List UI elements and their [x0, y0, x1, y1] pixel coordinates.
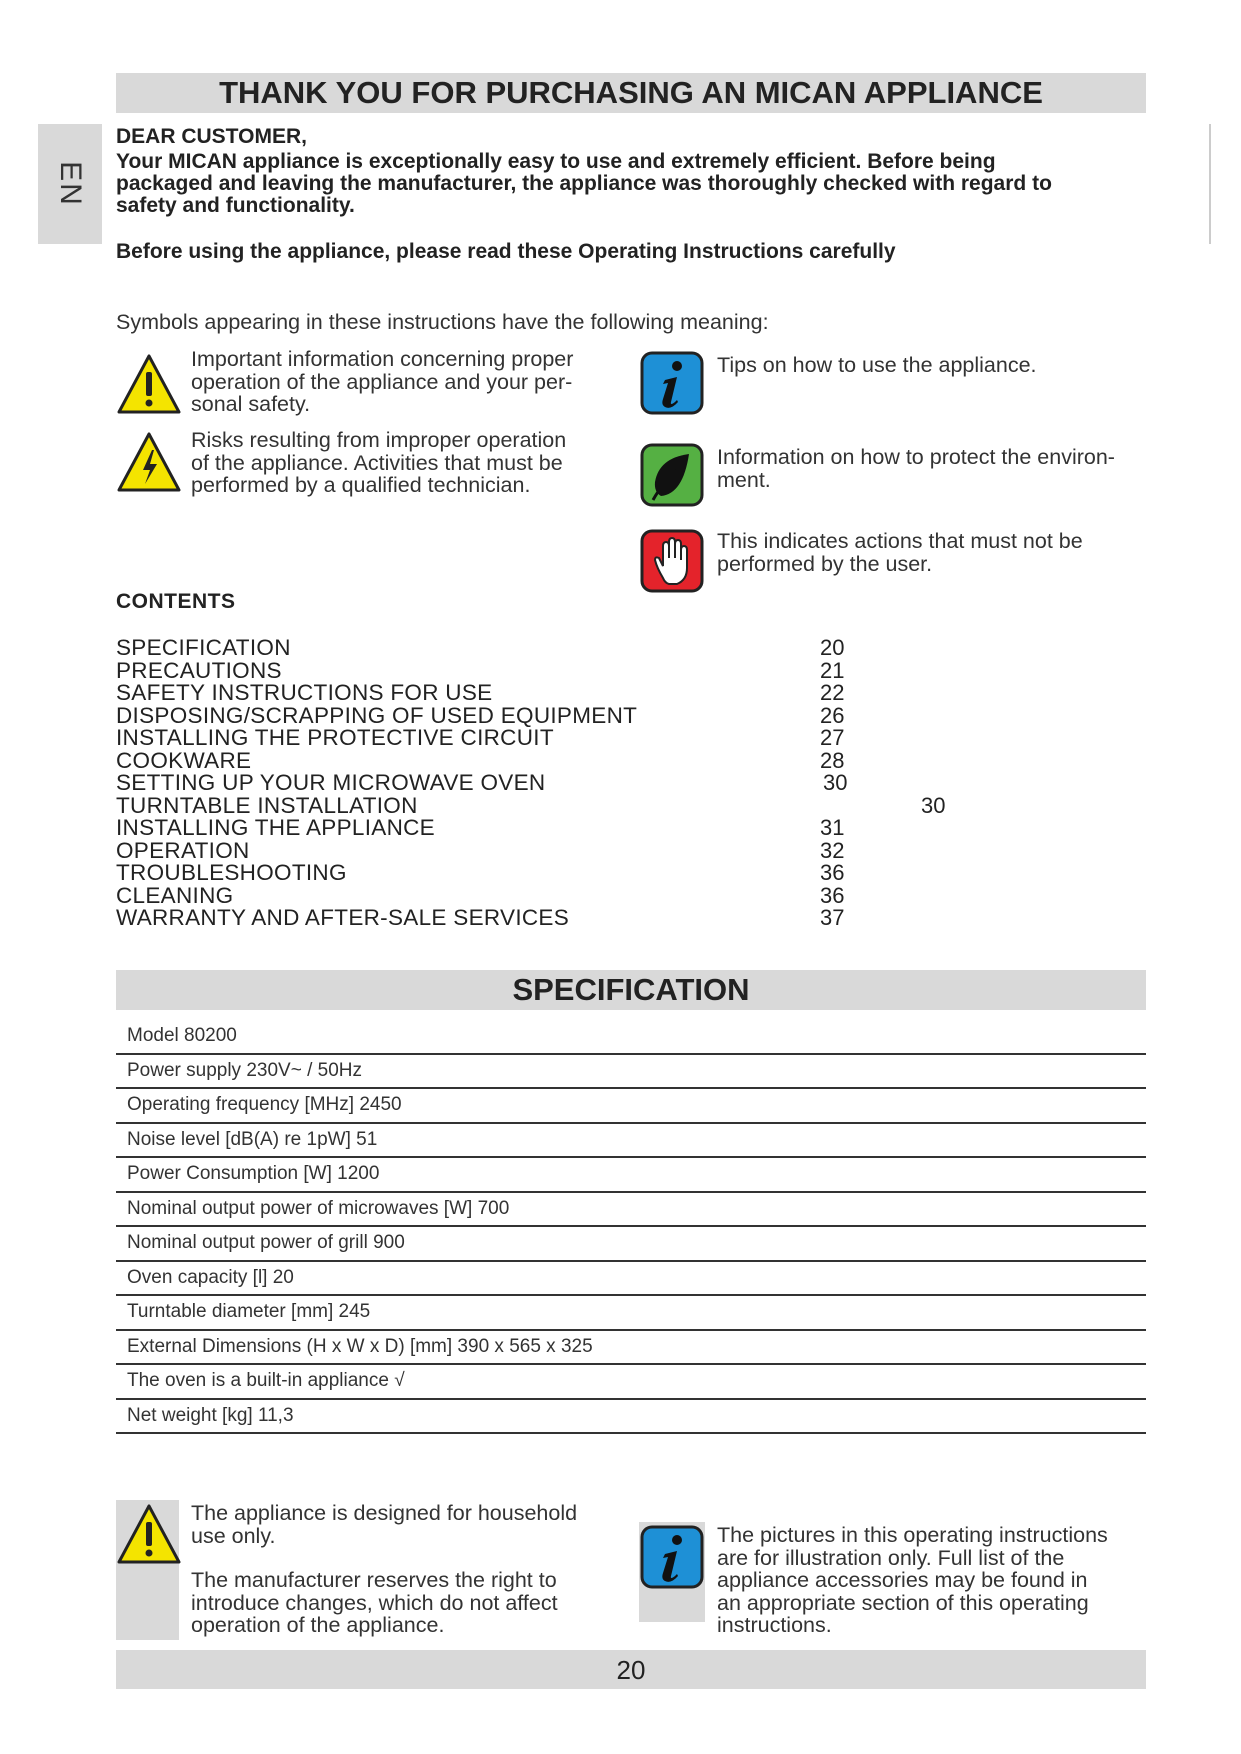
specification-table: [116, 1020, 1146, 1434]
changes-line-2: introduce changes, which do not affect: [191, 1590, 558, 1615]
contents-page: 32: [820, 837, 845, 863]
illustration-line-4: an appropriate section of this operating: [717, 1590, 1089, 1615]
contents-item: INSTALLING THE APPLIANCE: [116, 815, 435, 840]
electric-description: [191, 429, 566, 497]
electric-line-3: performed by a qualified technician.: [191, 473, 531, 497]
illustration-line-1: The pictures in this operating instructions: [717, 1523, 1108, 1547]
language-tab: [38, 124, 102, 244]
info-icon: [639, 1524, 705, 1590]
environment-line-1: Information on how to protect the environ-: [717, 445, 1115, 469]
warning-description: [191, 348, 573, 416]
read-instructions-notice: Before using the appliance, please read these Operating Instructions carefully: [116, 240, 896, 263]
contents-item: OPERATION: [116, 837, 250, 863]
contents-page: 27: [820, 725, 845, 750]
contents-page: 30: [921, 792, 946, 818]
contents-item: SPECIFICATION: [116, 635, 291, 660]
contents-item: SAFETY INSTRUCTIONS FOR USE: [116, 680, 493, 705]
warning-triangle-icon: [116, 352, 182, 418]
environment-line-2: ment.: [717, 467, 771, 492]
changes-line-3: operation of the appliance.: [191, 1613, 445, 1637]
illustration-line-3: appliance accessories may be found in: [717, 1568, 1088, 1592]
spec-row: Model 80200: [116, 1020, 1146, 1055]
contents-page: 26: [820, 702, 845, 728]
stop-hand-icon: [639, 528, 705, 594]
environment-description: [717, 446, 1115, 491]
warning-line-3: sonal safety.: [191, 392, 311, 416]
contents-page-numbers: [820, 635, 946, 930]
spec-row: Power supply 230V~ / 50Hz: [116, 1055, 1146, 1090]
warning-line-1: Important information concerning proper: [191, 347, 574, 371]
specification-banner: [116, 970, 1146, 1010]
contents-item: WARRANTY AND AFTER-SALE SERVICES: [116, 905, 570, 930]
changes-note: [191, 1569, 558, 1637]
page-title-banner: [116, 73, 1146, 113]
warning-line-2: operation of the appliance and your per-: [191, 369, 573, 394]
electric-hazard-icon: [116, 430, 182, 496]
tips-description: [717, 354, 1037, 377]
changes-line-1: The manufacturer reserves the right to: [191, 1568, 557, 1592]
specification-title: SPECIFICATION: [512, 972, 750, 1007]
spec-row: Nominal output power of microwaves [W] 700: [116, 1193, 1146, 1228]
spec-row: Oven capacity [l] 20: [116, 1262, 1146, 1297]
language-label: EN: [54, 161, 87, 207]
illustration-line-2: are for illustration only. Full list of the: [717, 1545, 1065, 1570]
intro-line-1: Your MICAN appliance is exceptionally easy to use and extremely efficient. Before being: [116, 150, 996, 173]
spec-row: The oven is a built-in appliance √: [116, 1365, 1146, 1400]
spec-row: Turntable diameter [mm] 245: [116, 1296, 1146, 1331]
margin-line: [1209, 124, 1211, 244]
symbols-heading: Symbols appearing in these instructions have the following meaning:: [116, 310, 769, 334]
contents-page: 36: [820, 882, 845, 908]
contents-page: 37: [820, 905, 845, 930]
intro-line-2: packaged and leaving the manufacturer, the appliance was thoroughly checked with regard to: [116, 172, 1052, 195]
contents-item: TURNTABLE INSTALLATION: [116, 792, 418, 818]
household-note: [191, 1502, 577, 1547]
contents-page: 28: [820, 747, 845, 773]
contents-item: SETTING UP YOUR MICROWAVE OVEN: [116, 770, 546, 795]
tips-line-1: Tips on how to use the appliance.: [717, 353, 1037, 377]
illustration-note: [717, 1524, 1108, 1637]
contents-page: 21: [820, 657, 845, 683]
spec-row: Operating frequency [MHz] 2450: [116, 1089, 1146, 1124]
warning-triangle-icon: [116, 1502, 182, 1568]
electric-line-1: Risks resulting from improper operation: [191, 428, 567, 452]
contents-item: CLEANING: [116, 882, 234, 908]
prohibited-description: [717, 530, 1083, 575]
spec-row: External Dimensions (H x W x D) [mm] 390 x 565 x 325: [116, 1331, 1146, 1366]
contents-page: 22: [820, 680, 845, 705]
page-title: THANK YOU FOR PURCHASING AN MICAN APPLIANCE: [219, 75, 1043, 110]
household-line-1: The appliance is designed for household: [191, 1501, 578, 1525]
contents-item: COOKWARE: [116, 747, 252, 773]
spec-row: Power Consumption [W] 1200: [116, 1158, 1146, 1193]
electric-line-2: of the appliance. Activities that must be: [191, 450, 563, 475]
spec-row: Noise level [dB(A) re 1pW] 51: [116, 1124, 1146, 1159]
footer-banner: [116, 1650, 1146, 1689]
greeting: DEAR CUSTOMER,: [116, 125, 307, 148]
contents-item: PRECAUTIONS: [116, 657, 282, 683]
prohibited-line-2: performed by the user.: [717, 551, 933, 576]
illustration-line-5: instructions.: [717, 1613, 832, 1637]
contents-heading: CONTENTS: [116, 590, 236, 613]
prohibited-line-1: This indicates actions that must not be: [717, 529, 1083, 553]
leaf-icon: [639, 442, 705, 508]
contents-page: 30: [823, 770, 848, 795]
contents-item: INSTALLING THE PROTECTIVE CIRCUIT: [116, 725, 554, 750]
household-line-2: use only.: [191, 1523, 276, 1548]
contents-item: TROUBLESHOOTING: [116, 860, 347, 885]
info-icon: [639, 350, 705, 416]
contents-item: DISPOSING/SCRAPPING OF USED EQUIPMENT: [116, 702, 638, 728]
intro-line-3: safety and functionality.: [116, 194, 355, 217]
spec-row: Net weight [kg] 11,3: [116, 1400, 1146, 1435]
contents-page: 20: [820, 635, 845, 660]
contents-page: 31: [820, 815, 845, 840]
contents-list: [116, 637, 676, 930]
spec-row: Nominal output power of grill 900: [116, 1227, 1146, 1262]
contents-page: 36: [820, 860, 845, 885]
page-number: 20: [616, 1655, 646, 1685]
